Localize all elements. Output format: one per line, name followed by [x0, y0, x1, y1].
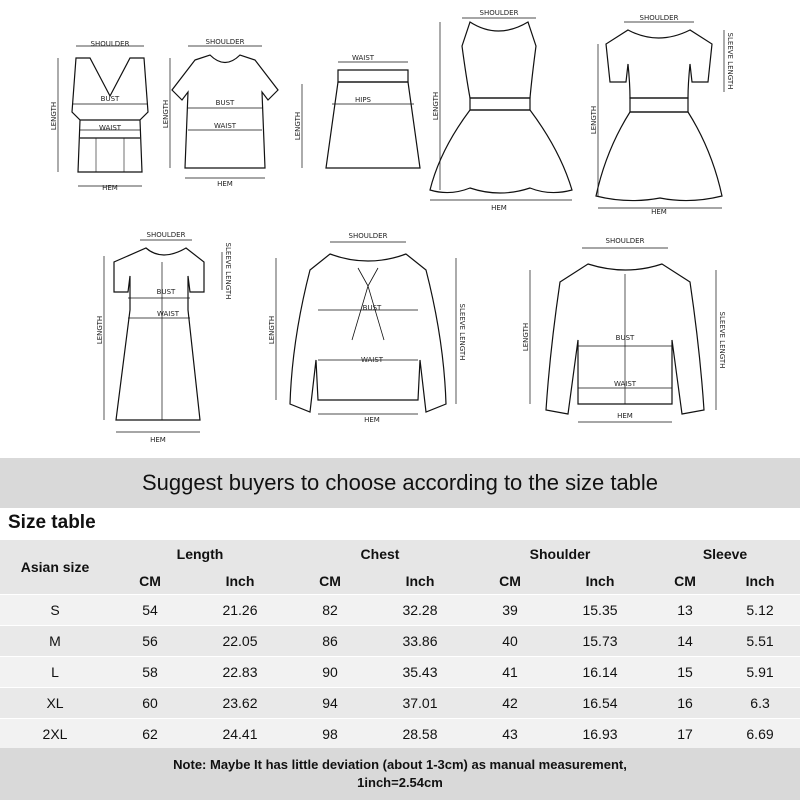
- label-hem: HEM: [102, 184, 118, 192]
- value-cell: 21.26: [190, 595, 290, 626]
- label-length: LENGTH: [96, 315, 104, 345]
- diagram-skirt: [302, 62, 420, 168]
- unit-inch: Inch: [190, 568, 290, 595]
- label-hem: HEM: [617, 412, 633, 420]
- diagram-tshirt: [170, 46, 278, 178]
- label-shoulder: SHOULDER: [146, 231, 186, 239]
- label-hips: HIPS: [355, 96, 371, 104]
- value-cell: 14: [650, 626, 720, 657]
- asian-size-header: Asian size: [0, 540, 110, 595]
- label-shoulder: SHOULDER: [639, 14, 679, 22]
- diagram-shirt-dress: [104, 240, 222, 432]
- value-cell: 5.91: [720, 657, 800, 688]
- label-hem: HEM: [491, 204, 507, 212]
- value-cell: 94: [290, 688, 370, 719]
- unit-inch: Inch: [370, 568, 470, 595]
- label-shoulder: SHOULDER: [348, 232, 388, 240]
- value-cell: 15.35: [550, 595, 650, 626]
- value-cell: 24.41: [190, 719, 290, 750]
- value-cell: 98: [290, 719, 370, 750]
- unit-inch: Inch: [550, 568, 650, 595]
- value-cell: 90: [290, 657, 370, 688]
- label-bust: BUST: [156, 288, 176, 296]
- value-cell: 15: [650, 657, 720, 688]
- label-waist: WAIST: [613, 380, 637, 388]
- size-cell: M: [0, 626, 110, 657]
- value-cell: 28.58: [370, 719, 470, 750]
- value-cell: 22.05: [190, 626, 290, 657]
- value-cell: 5.12: [720, 595, 800, 626]
- size-row: [0, 626, 800, 657]
- group-header-length: Length: [110, 540, 290, 568]
- value-cell: 16.54: [550, 688, 650, 719]
- value-cell: 16: [650, 688, 720, 719]
- label-length: LENGTH: [294, 111, 302, 141]
- label-bust: BUST: [100, 95, 120, 103]
- size-cell: 2XL: [0, 719, 110, 750]
- value-cell: 35.43: [370, 657, 470, 688]
- size-cell: S: [0, 595, 110, 626]
- value-cell: 42: [470, 688, 550, 719]
- group-header-sleeve: Sleeve: [650, 540, 800, 568]
- label-bust: BUST: [615, 334, 635, 342]
- label-waist: WAIST: [351, 54, 375, 62]
- value-cell: 41: [470, 657, 550, 688]
- unit-inch: Inch: [720, 568, 800, 595]
- value-cell: 13: [650, 595, 720, 626]
- value-cell: 82: [290, 595, 370, 626]
- value-cell: 23.62: [190, 688, 290, 719]
- measurement-note: [0, 748, 800, 800]
- note-line-1: Note: Maybe It has little deviation (about 1-3cm) as manual measurement,: [173, 757, 627, 772]
- group-header-shoulder: Shoulder: [470, 540, 650, 568]
- label-sleeve-length: SLEEVE LENGTH: [458, 303, 466, 361]
- label-shoulder: SHOULDER: [605, 237, 645, 245]
- label-sleeve-length: SLEEVE LENGTH: [726, 32, 734, 90]
- value-cell: 5.51: [720, 626, 800, 657]
- size-row: [0, 595, 800, 626]
- value-cell: 32.28: [370, 595, 470, 626]
- label-bust: BUST: [362, 304, 382, 312]
- value-cell: 86: [290, 626, 370, 657]
- label-hem: HEM: [364, 416, 380, 424]
- value-cell: 15.73: [550, 626, 650, 657]
- diagram-camisole: [58, 46, 148, 186]
- label-length: LENGTH: [50, 101, 58, 131]
- value-cell: 17: [650, 719, 720, 750]
- group-header-chest: Chest: [290, 540, 470, 568]
- value-cell: 40: [470, 626, 550, 657]
- value-cell: 58: [110, 657, 190, 688]
- label-hem: HEM: [651, 208, 667, 216]
- size-table-title: Size table: [8, 512, 96, 533]
- value-cell: 43: [470, 719, 550, 750]
- value-cell: 33.86: [370, 626, 470, 657]
- unit-cm: CM: [290, 568, 370, 595]
- size-table: [0, 540, 800, 749]
- size-row: [0, 719, 800, 750]
- unit-cm: CM: [110, 568, 190, 595]
- unit-cm: CM: [650, 568, 720, 595]
- label-sleeve-length: SLEEVE LENGTH: [718, 311, 726, 369]
- label-waist: WAIST: [98, 124, 122, 132]
- value-cell: 6.3: [720, 688, 800, 719]
- value-cell: 16.93: [550, 719, 650, 750]
- value-cell: 37.01: [370, 688, 470, 719]
- value-cell: 39: [470, 595, 550, 626]
- label-length: LENGTH: [162, 99, 170, 129]
- label-waist: WAIST: [213, 122, 237, 130]
- label-sleeve-length: SLEEVE LENGTH: [224, 242, 232, 300]
- label-waist: WAIST: [360, 356, 384, 364]
- label-length: LENGTH: [522, 322, 530, 352]
- diagram-short-sleeve-dress: [596, 22, 724, 208]
- label-length: LENGTH: [432, 91, 440, 121]
- label-waist: WAIST: [156, 310, 180, 318]
- value-cell: 22.83: [190, 657, 290, 688]
- value-cell: 54: [110, 595, 190, 626]
- size-row: [0, 657, 800, 688]
- note-line-2: 1inch=2.54cm: [357, 775, 443, 790]
- size-cell: XL: [0, 688, 110, 719]
- unit-header-row: [0, 568, 800, 595]
- size-table-header: [0, 540, 800, 568]
- size-advice-banner: Suggest buyers to choose according to the size table: [0, 458, 800, 508]
- label-bust: BUST: [215, 99, 235, 107]
- label-shoulder: SHOULDER: [90, 40, 130, 48]
- size-row: [0, 688, 800, 719]
- unit-cm: CM: [470, 568, 550, 595]
- value-cell: 56: [110, 626, 190, 657]
- diagram-bow-blouse: [276, 242, 456, 414]
- label-hem: HEM: [217, 180, 233, 188]
- label-shoulder: SHOULDER: [479, 9, 519, 17]
- value-cell: 6.69: [720, 719, 800, 750]
- label-shoulder: SHOULDER: [205, 38, 245, 46]
- diagram-sleeveless-dress: [430, 18, 572, 200]
- label-hem: HEM: [150, 436, 166, 444]
- label-length: LENGTH: [590, 105, 598, 135]
- label-length: LENGTH: [268, 315, 276, 345]
- value-cell: 16.14: [550, 657, 650, 688]
- size-cell: L: [0, 657, 110, 688]
- value-cell: 62: [110, 719, 190, 750]
- value-cell: 60: [110, 688, 190, 719]
